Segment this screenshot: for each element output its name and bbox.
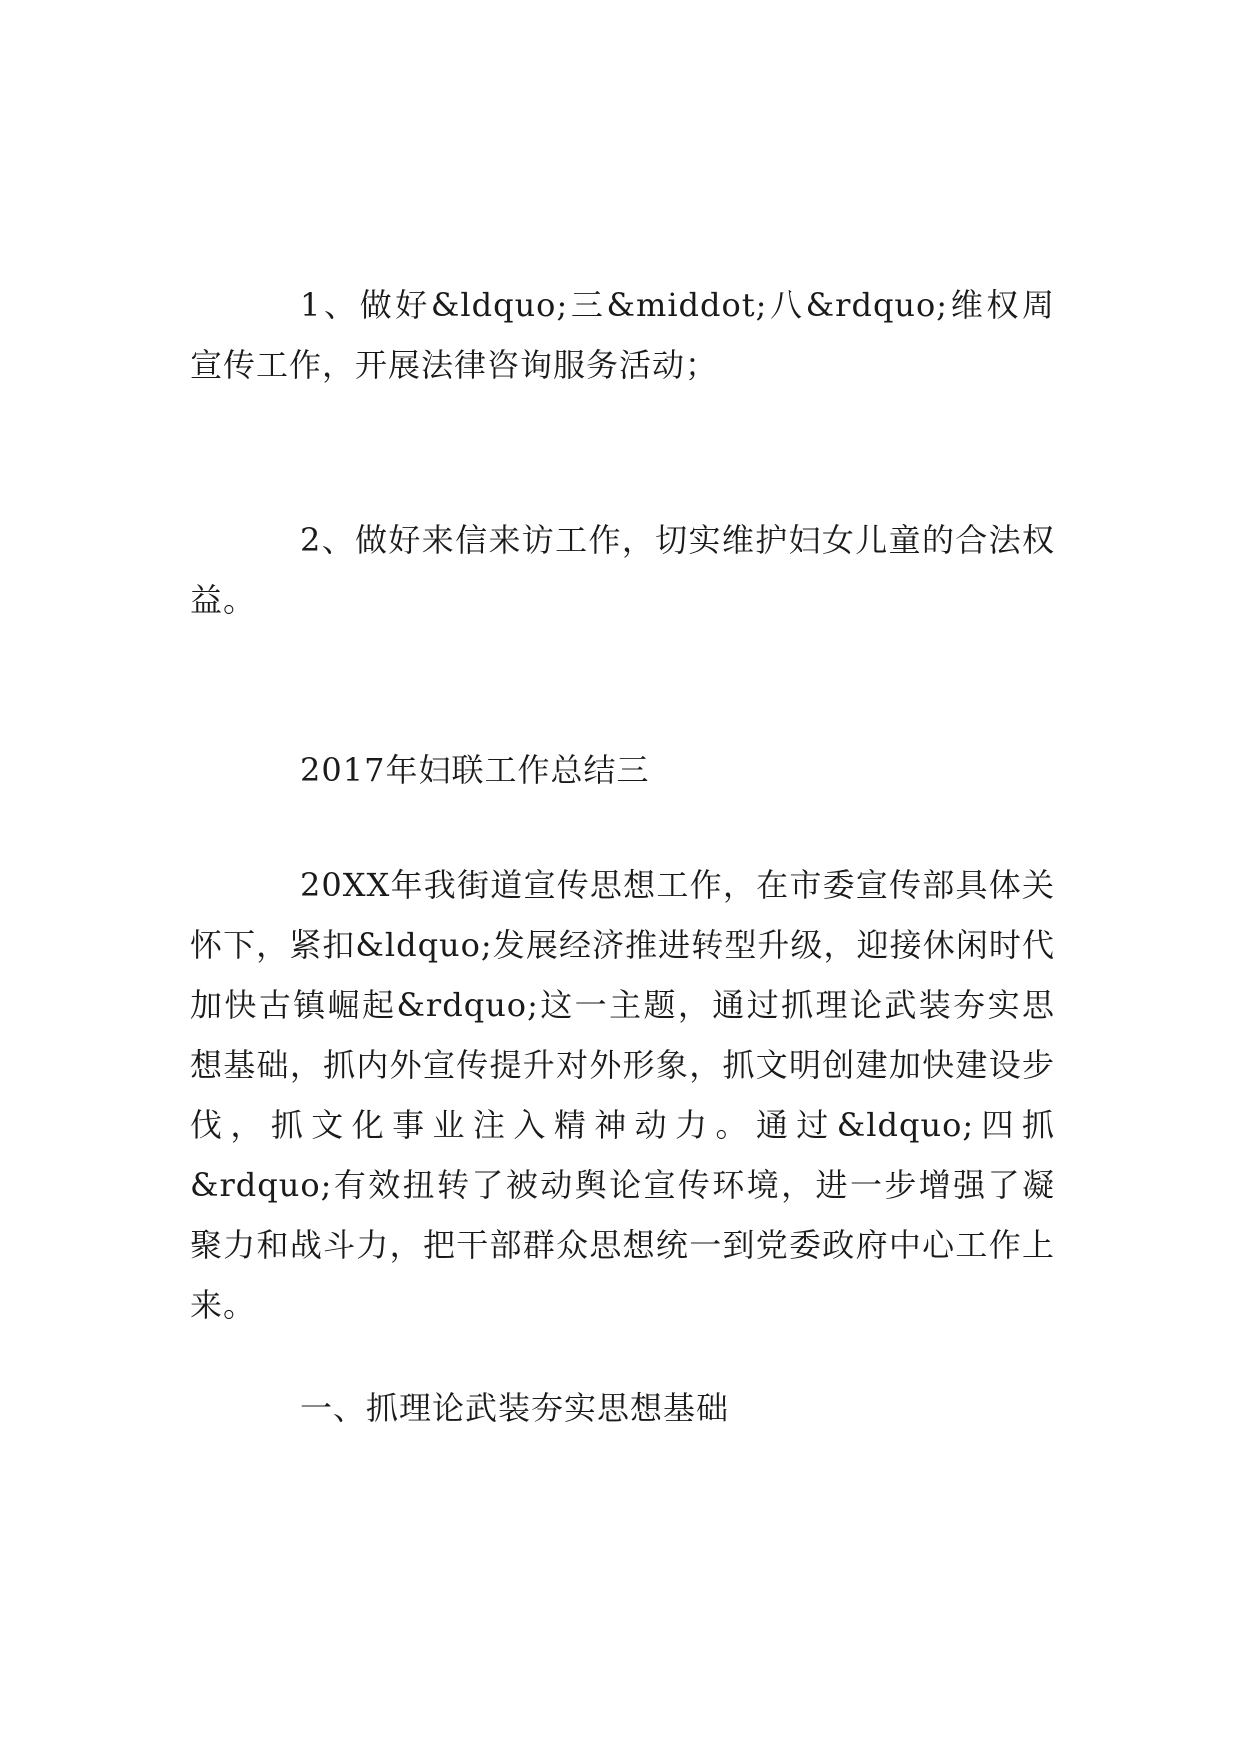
section-heading: 一、抓理论武装夯实思想基础 [300, 1389, 730, 1427]
section-title: 2017年妇联工作总结三 [300, 751, 650, 789]
paragraph-item-1: 1、做好&ldquo;三&middot;八&rdquo;维权周宣传工作，开展法律咨询服务活动； [190, 286, 1055, 384]
paragraph-item-2: 2、做好来信来访工作，切实维护妇女儿童的合法权益。 [190, 521, 1055, 619]
body-paragraph: 20XX年我街道宣传思想工作，在市委宣传部具体关怀下，紧扣&ldquo;发展经济推进转型升级，迎接休闲时代加快古镇崛起&rdquo;这一主题，通过抓理论武装夯实思想基础，抓内外宣传提升对外形象，抓文明创建加快建设步伐，抓文化事业注入精神动力。通过&ldquo;四抓&rdquo;有效扭转了被动舆论宣传环境，进一步增强了凝聚力和战斗力，把干部群众思想统一到党委政府中心工作上来。 [190, 866, 1055, 1324]
